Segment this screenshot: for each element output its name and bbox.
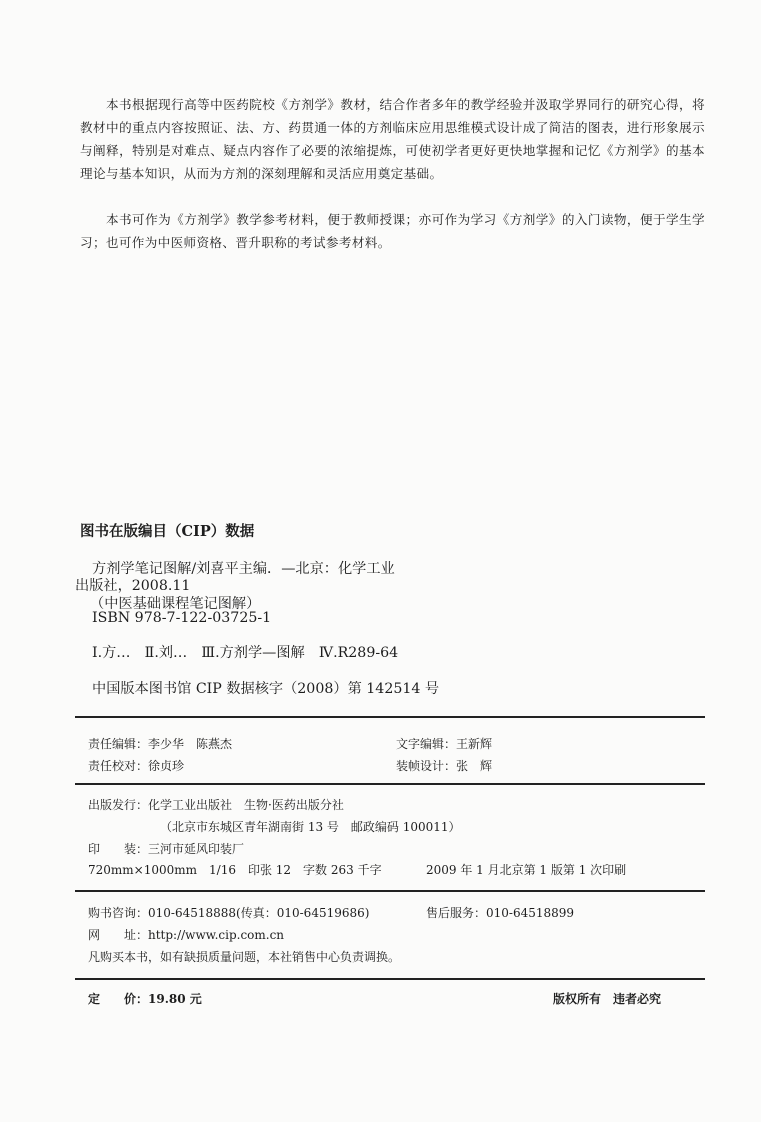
designer: 装帧设计：张 辉 [396, 759, 493, 773]
exchange-notice: 凡购买本书，如有缺损质量问题，本社销售中心负责调换。 [88, 950, 401, 964]
responsible-editor: 责任编辑：李少华 陈燕杰 [88, 737, 233, 751]
purchase-contact: 购书咨询：010-64518888(传真：010-64519686) [88, 906, 370, 920]
printer: 印 装：三河市延风印装厂 [88, 842, 245, 856]
text-editor: 文字编辑：王新辉 [396, 737, 493, 751]
cip-record: 中国版本图书馆 CIP 数据核字（2008）第 142514 号 [92, 681, 440, 697]
divider [75, 890, 705, 892]
proofreader: 责任校对：徐贞珍 [88, 759, 185, 773]
divider [75, 716, 705, 718]
publisher-address: （北京市东城区青年湖南街 13 号 邮政编码 100011） [160, 820, 461, 834]
website: 网 址：http://www.cip.com.cn [88, 928, 285, 942]
divider [75, 783, 705, 785]
cip-line-1: 方剂学笔记图解/刘喜平主编．—北京：化学工业 [92, 561, 395, 577]
after-sales-service: 售后服务：010-64518899 [426, 906, 575, 920]
publisher: 出版发行：化学工业出版社 生物·医药出版分社 [88, 798, 344, 812]
cip-title: 图书在版编目（CIP）数据 [80, 523, 255, 540]
cip-line-2: 出版社，2008.11 [75, 578, 191, 594]
copyright-notice: 版权所有 违者必究 [553, 992, 662, 1006]
book-specs: 720mm×1000mm 1/16 印张 12 字数 263 千字 [88, 863, 382, 877]
edition-info: 2009 年 1 月北京第 1 版第 1 次印刷 [426, 863, 627, 877]
cip-classification: Ⅰ.方… Ⅱ.刘… Ⅲ.方剂学—图解 Ⅳ.R289-64 [92, 645, 399, 661]
price: 定 价：19.80 元 [88, 992, 202, 1006]
divider [75, 978, 705, 980]
intro-paragraph-1: 本书根据现行高等中医药院校《方剂学》教材，结合作者多年的教学经验并汲取学界同行的研究心得，将教材中的重点内容按照证、法、方、药贯通一体的方剂临床应用思维模式设计成了简洁的图表，进行形象展示与阐释，特别是对难点、疑点内容作了必要的浓缩提炼，可使初学者更好更快地掌握和记忆《方剂学》的基本理论与基本知识，从而为方剂的深刻理解和灵活应用奠定基础。 [80, 97, 705, 181]
intro-paragraph-2: 本书可作为《方剂学》教学参考材料，便于教师授课；亦可作为学习《方剂学》的入门读物，便于学生学习；也可作为中医师资格、晋升职称的考试参考材料。 [80, 212, 705, 250]
cip-isbn: ISBN 978-7-122-03725-1 [92, 610, 272, 626]
cip-series: （中医基础课程笔记图解） [90, 596, 261, 612]
